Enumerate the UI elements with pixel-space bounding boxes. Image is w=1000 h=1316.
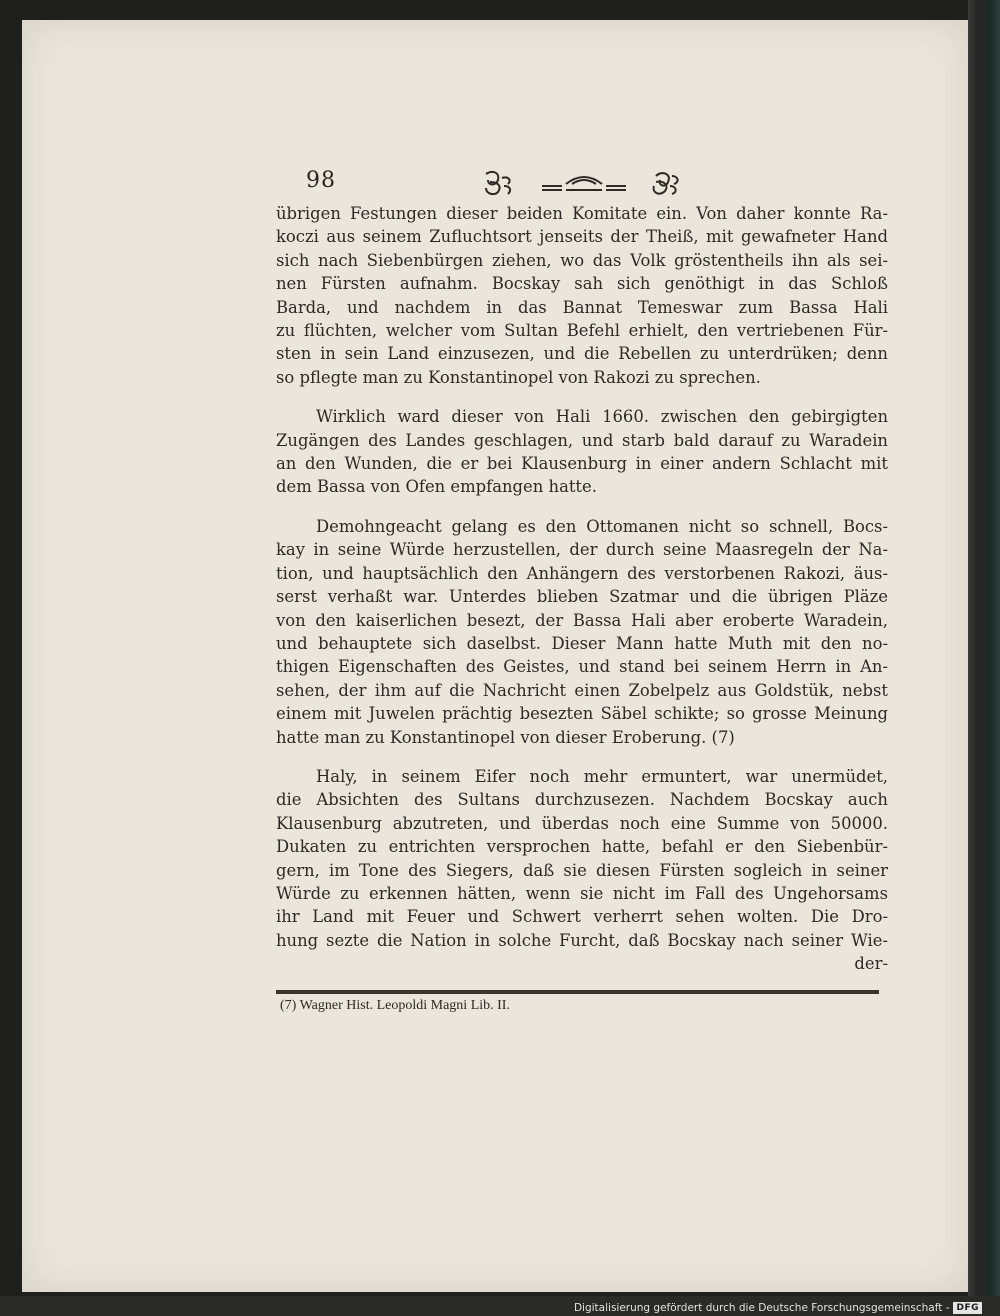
text-line: nen Fürsten aufnahm. Bocskay sah sich genöthigt in das Schloß bbox=[276, 274, 888, 294]
text-line: Barda, und nachdem in das Bannat Temeswar zum Bassa Hali bbox=[276, 297, 888, 317]
text-line: von den kaiserlichen besezt, der Bassa Hali aber eroberte Waradein, bbox=[276, 610, 888, 630]
text-line: an den Wunden, die er bei Klausenburg in einer andern Schlacht mit bbox=[276, 454, 888, 474]
footnote-rule bbox=[276, 990, 879, 994]
page-number: 98 bbox=[306, 168, 336, 193]
dfg-logo-icon: DFG bbox=[953, 1302, 982, 1314]
book-edge bbox=[968, 0, 1000, 1296]
text-line: tion, und hauptsächlich den Anhängern des verstorbenen Rakozi, äus- bbox=[276, 563, 888, 583]
digitization-credit bbox=[574, 1302, 982, 1314]
text-line: gern, im Tone des Siegers, daß sie diesen Fürsten sogleich in seiner bbox=[276, 860, 888, 880]
text-line: so pflegte man zu Konstantinopel von Rakozi zu sprechen. bbox=[276, 367, 761, 387]
text-line: Haly, in seinem Eifer noch mehr ermuntert, war unermüdet, bbox=[316, 766, 888, 786]
text-line: sich nach Siebenbürgen ziehen, wo das Volk gröstentheils ihn als sei- bbox=[276, 250, 888, 270]
footnote: (7) Wagner Hist. Leopoldi Magni Lib. II. bbox=[280, 998, 510, 1013]
body-text bbox=[276, 202, 888, 976]
text-line: sehen, der ihm auf die Nachricht einen Zobelpelz aus Goldstük, nebst bbox=[276, 680, 888, 700]
credit-text: Digitalisierung gefördert durch die Deutsche Forschungsgemeinschaft - bbox=[573, 1302, 950, 1314]
text-line: sten in sein Land einzusezen, und die Rebellen zu unterdrüken; denn bbox=[276, 344, 888, 364]
text-line: Wirklich ward dieser von Hali 1660. zwischen den gebirgigten bbox=[316, 407, 888, 427]
text-line: und behauptete sich daselbst. Dieser Mann hatte Muth mit den no- bbox=[276, 633, 888, 653]
text-line: thigen Eigenschaften des Geistes, und stand bei seinem Herrn in An- bbox=[276, 657, 888, 677]
paragraph bbox=[276, 202, 888, 389]
text-line: serst verhaßt war. Unterdes blieben Szatmar und die übrigen Pläze bbox=[276, 587, 888, 607]
page-header bbox=[300, 168, 900, 198]
text-line: übrigen Festungen dieser beiden Komitate ein. Von daher konnte Ra- bbox=[276, 204, 888, 223]
ornament-icon bbox=[480, 168, 700, 196]
paragraph bbox=[276, 765, 888, 976]
text-line: ihr Land mit Feuer und Schwert verherrt sehen wolten. Die Dro- bbox=[276, 907, 888, 927]
text-line: dem Bassa von Ofen empfangen hatte. bbox=[276, 477, 597, 497]
text-line: hatte man zu Konstantinopel von dieser Eroberung. (7) bbox=[276, 727, 735, 747]
text-line: kay in seine Würde herzustellen, der durch seine Maasregeln der Na- bbox=[276, 540, 888, 560]
text-line: einem mit Juwelen prächtig besezten Säbel schikte; so grosse Meinung bbox=[276, 704, 888, 724]
paragraph bbox=[276, 515, 888, 749]
paragraph bbox=[276, 405, 888, 499]
text-line: Demohngeacht gelang es den Ottomanen nicht so schnell, Bocs- bbox=[316, 516, 888, 536]
text-line: zu flüchten, welcher vom Sultan Befehl erhielt, den vertriebenen Für- bbox=[276, 321, 888, 341]
text-line: Würde zu erkennen hätten, wenn sie nicht im Fall des Ungehorsams bbox=[276, 883, 888, 903]
text-line: Zugängen des Landes geschlagen, und starb bald darauf zu Waradein bbox=[276, 430, 888, 450]
text-line: hung sezte die Nation in solche Furcht, daß Bocskay nach seiner Wie- bbox=[276, 930, 888, 950]
catchword: der- bbox=[854, 954, 888, 974]
text-line: die Absichten des Sultans durchzusezen. Nachdem Bocskay auch bbox=[276, 790, 888, 810]
text-line: koczi aus seinem Zufluchtsort jenseits der Theiß, mit gewafneter Hand bbox=[276, 227, 888, 247]
text-line: Klausenburg abzutreten, und überdas noch eine Summe von 50000. bbox=[276, 813, 888, 833]
text-line: Dukaten zu entrichten versprochen hatte, befahl er den Siebenbür- bbox=[276, 837, 888, 857]
